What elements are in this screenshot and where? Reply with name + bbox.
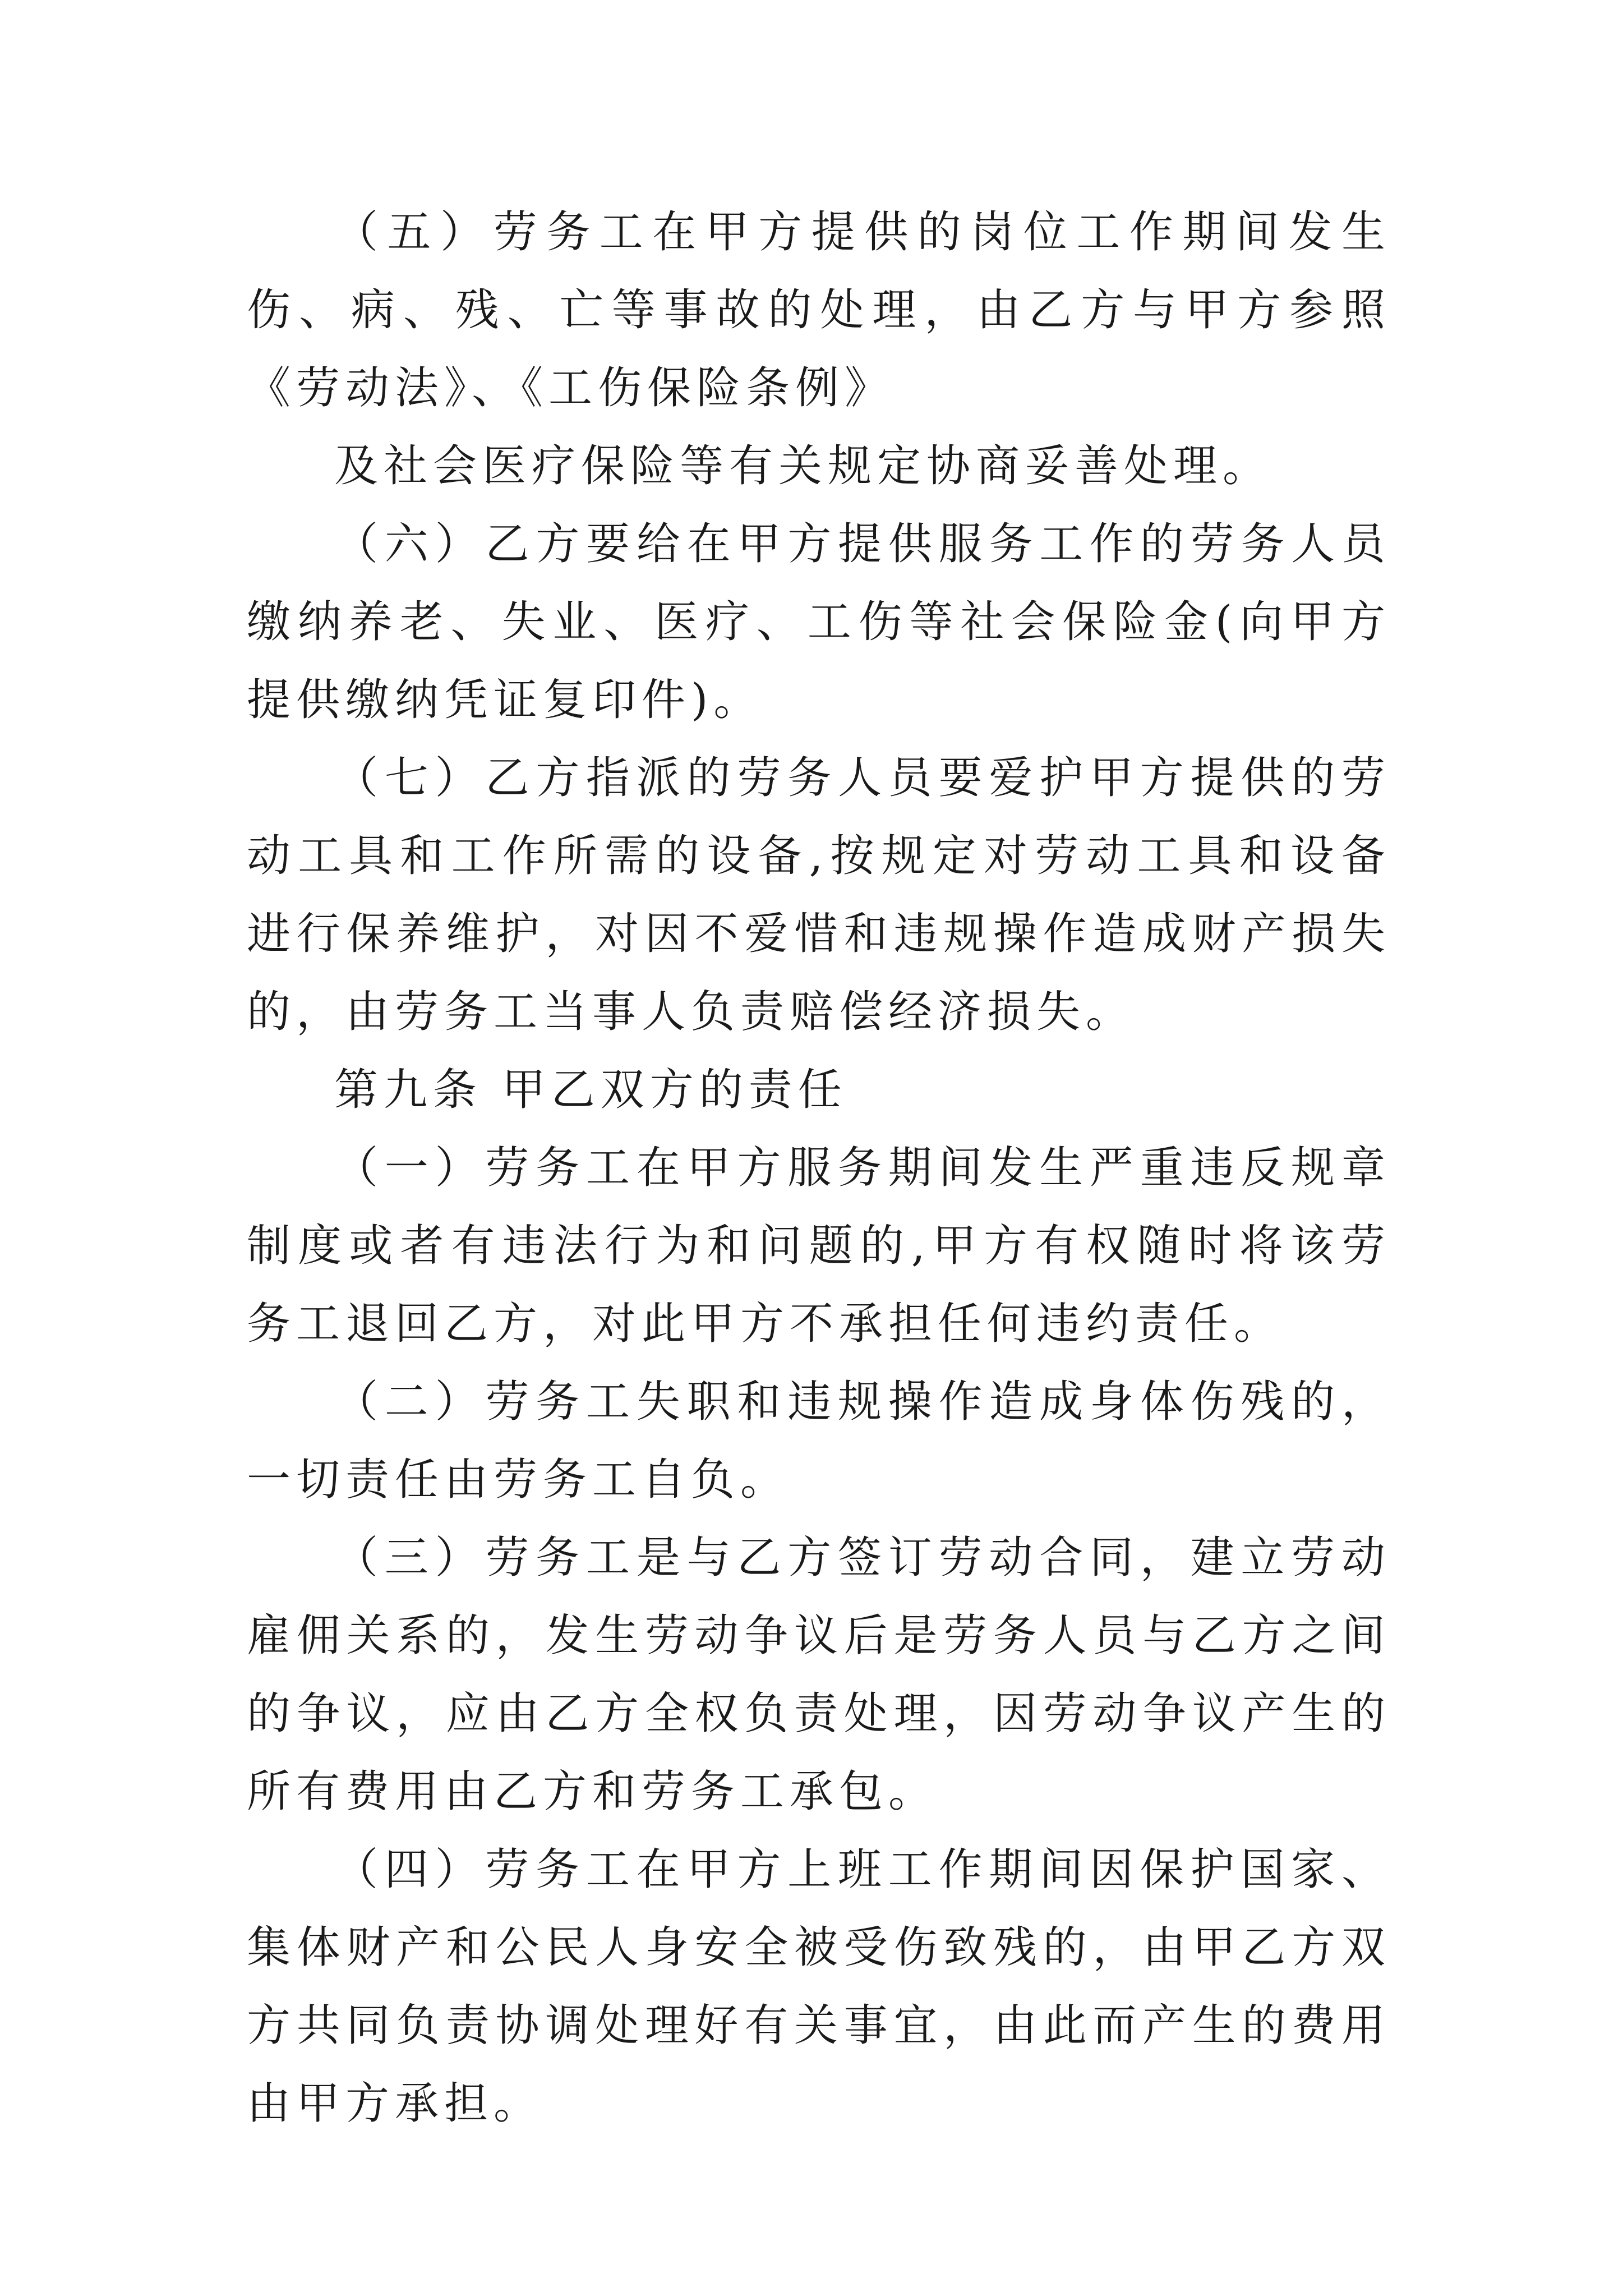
paragraph-7-equipment-care: （七）乙方指派的劳务人员要爱护甲方提供的劳动工具和工作所需的设备,按规定对劳动工具和设备进行保养维护，对因不爱惜和违规操作造成财产损失的，由劳务工当事人负责赔偿经济损失。 <box>247 753 1391 1037</box>
article-9-item-2: （二）劳务工失职和违规操作造成身体伤残的，一切责任由劳务工自负。 <box>247 1377 1391 1505</box>
paragraph-6-social-insurance: （六）乙方要给在甲方提供服务工作的劳务人员缴纳养老、失业、医疗、工伤等社会保险金(向甲方提供缴纳凭证复印件)。 <box>247 519 1391 725</box>
article-9-item-1: （一）劳务工在甲方服务期间发生严重违反规章制度或者有违法行为和问题的,甲方有权随时将该劳务工退回乙方，对此甲方不承担任何违约责任。 <box>247 1143 1391 1349</box>
article-9-item-4: （四）劳务工在甲方上班工作期间因保护国家、集体财产和公民人身安全被受伤致残的，由甲乙方双方共同负责协调处理好有关事宜，由此而产生的费用由甲方承担。 <box>247 1844 1391 2129</box>
paragraph-5-continuation: 及社会医疗保险等有关规定协商妥善处理。 <box>334 441 1272 491</box>
article-9-item-3: （三）劳务工是与乙方签订劳动合同，建立劳动雇佣关系的，发生劳动争议后是劳务人员与乙方之间的争议，应由乙方全权负责处理，因劳动争议产生的所有费用由乙方和劳务工承包。 <box>247 1533 1391 1817</box>
article-9-heading: 第九条 甲乙双方的责任 <box>334 1065 847 1115</box>
document-body <box>247 194 1391 2143</box>
paragraph-5-injury-handling: （五）劳务工在甲方提供的岗位工作期间发生伤、病、残、亡等事故的处理，由乙方与甲方参照《劳动法》、《工伤保险条例》 <box>247 207 1391 413</box>
